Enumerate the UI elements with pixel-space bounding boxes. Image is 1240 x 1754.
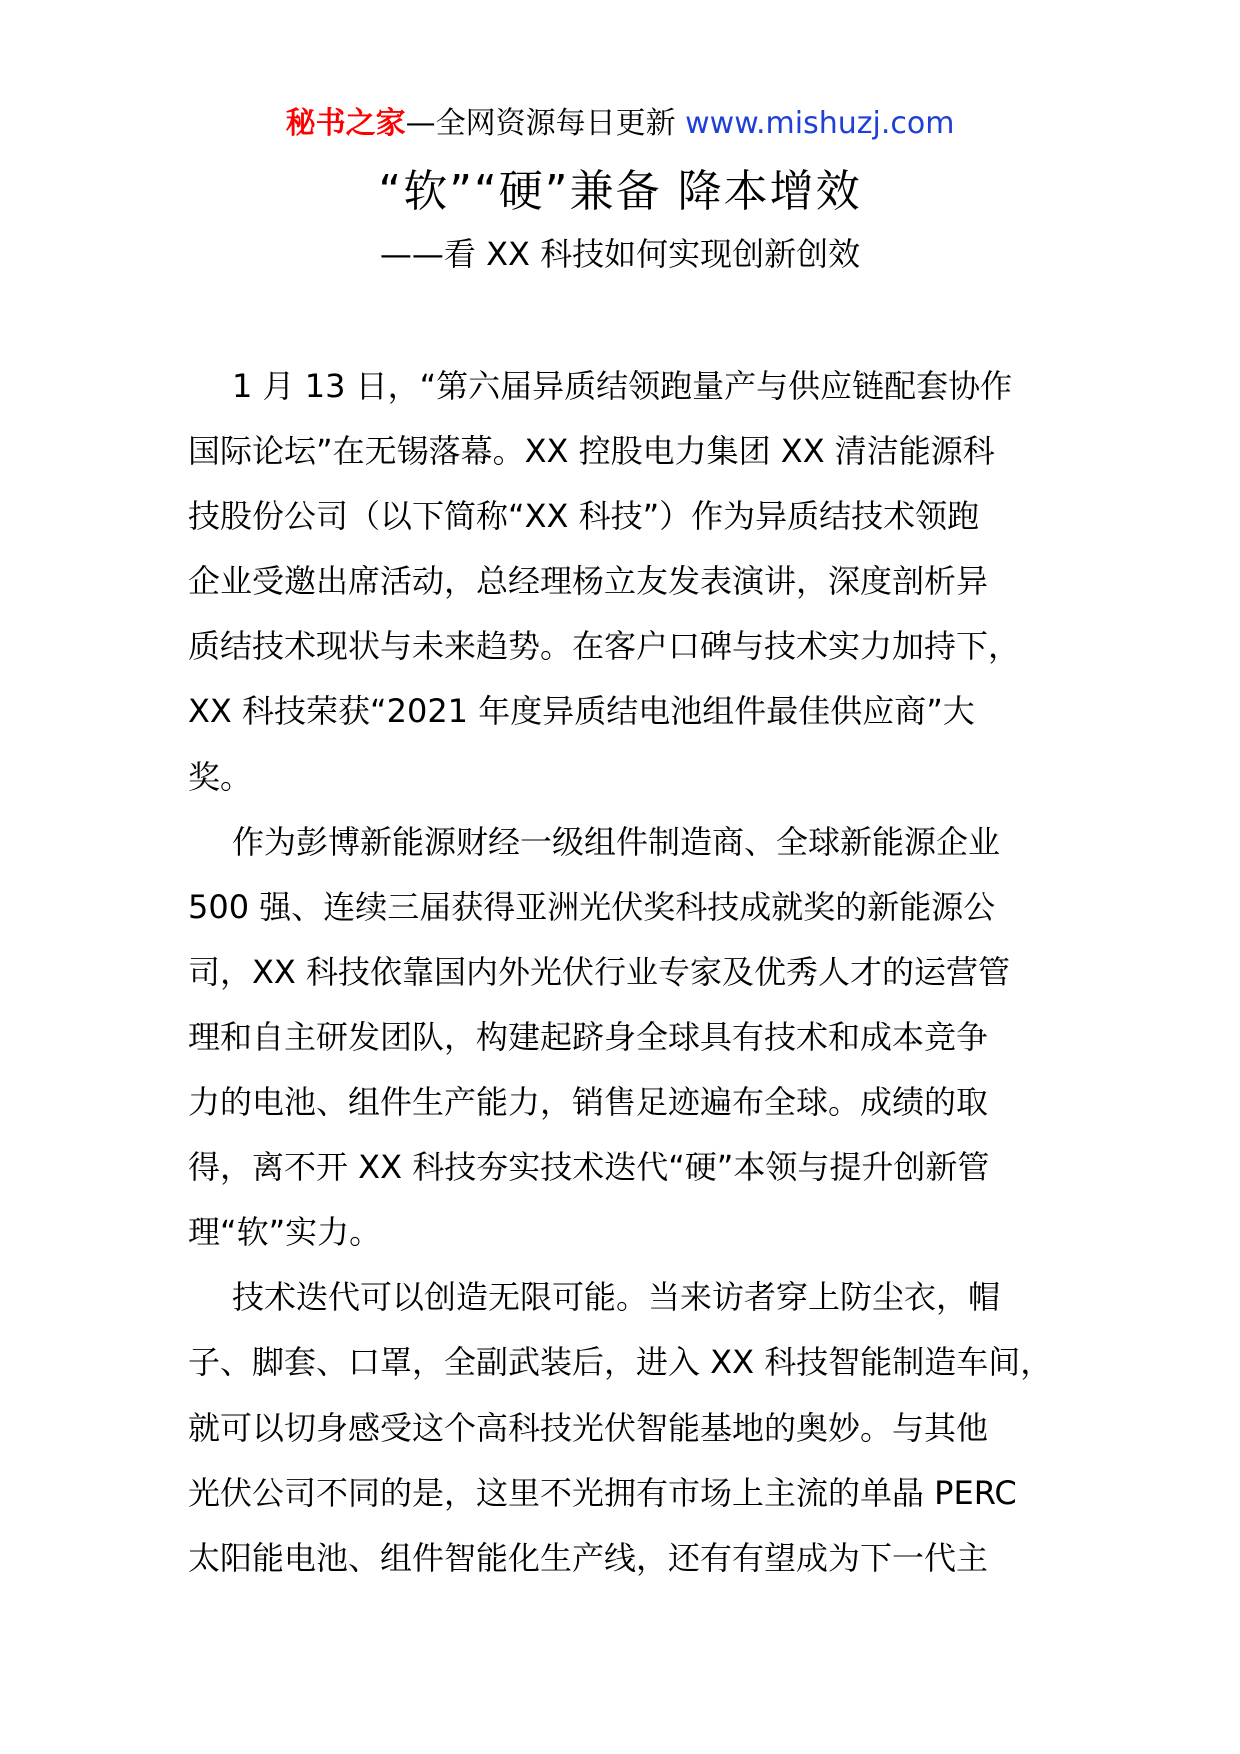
paragraph-line: 光伏公司不同的是，这里不光拥有市场上主流的单晶 PERC xyxy=(188,1473,1017,1512)
paragraph-line: 500 强、连续三届获得亚洲光伏奖科技成就奖的新能源公 xyxy=(188,887,996,926)
site-header xyxy=(0,104,1240,144)
paragraph-line: 子、脚套、口罩，全副武装后，进入 XX 科技智能制造车间， xyxy=(188,1343,1053,1382)
paragraph-line: 技股份公司（以下简称“XX 科技”）作为异质结技术领跑 xyxy=(188,497,980,536)
brand-name: 秘书之家 xyxy=(285,106,406,141)
paragraph-line: 力的电池、组件生产能力，销售足迹遍布全球。成绩的取 xyxy=(188,1083,989,1122)
paragraph-3 xyxy=(188,1265,1076,1590)
paragraph-line: 得，离不开 XX 科技夯实技术迭代“硬”本领与提升创新管 xyxy=(188,1148,990,1187)
paragraph-2 xyxy=(188,810,1076,1266)
paragraph-line: 就可以切身感受这个高科技光伏智能基地的奥妙。与其他 xyxy=(188,1408,989,1447)
paragraph-line: 太阳能电池、组件智能化生产线，还有有望成为下一代主 xyxy=(188,1538,989,1577)
paragraph-line: 奖。 xyxy=(188,757,253,796)
document-title: “软”“硬”兼备 降本增效 xyxy=(378,166,862,217)
paragraph-line: 理“软”实力。 xyxy=(188,1213,382,1252)
paragraph-line: 司，XX 科技依靠国内外光伏行业专家及优秀人才的运营管 xyxy=(188,952,1011,991)
document-body xyxy=(188,354,1076,1591)
site-url-link[interactable]: www.mishuzj.com xyxy=(685,106,955,141)
paragraph-line: 作为彭博新能源财经一级组件制造商、全球新能源企业 xyxy=(232,822,1001,861)
paragraph-line: 质结技术现状与未来趋势。在客户口碑与技术实力加持下， xyxy=(188,627,1021,666)
paragraph-line: 理和自主研发团队，构建起跻身全球具有技术和成本竞争 xyxy=(188,1017,989,1056)
paragraph-line: 技术迭代可以创造无限可能。当来访者穿上防尘衣，帽 xyxy=(232,1278,1001,1317)
header-tagline: —全网资源每日更新 xyxy=(405,106,676,141)
paragraph-line: XX 科技荣获“2021 年度异质结电池组件最佳供应商”大 xyxy=(188,692,975,731)
paragraph-1 xyxy=(188,354,1076,810)
document-subtitle: ——看 XX 科技如何实现创新创效 xyxy=(379,235,861,273)
paragraph-line: 国际论坛”在无锡落幕。XX 控股电力集团 XX 清洁能源科 xyxy=(188,432,995,471)
paragraph-line: 企业受邀出席活动，总经理杨立友发表演讲，深度剖析异 xyxy=(188,562,989,601)
paragraph-line: 1 月 13 日，“第六届异质结领跑量产与供应链配套协作 xyxy=(232,367,1013,405)
